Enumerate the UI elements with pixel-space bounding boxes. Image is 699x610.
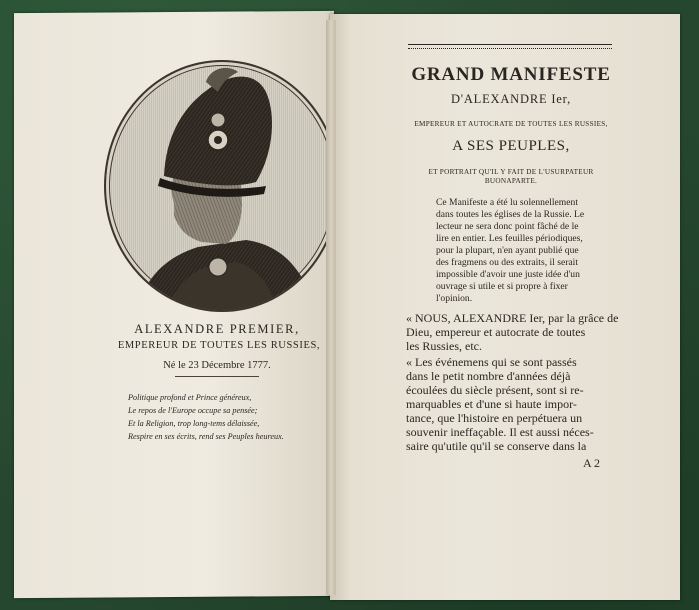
portrait-title: EMPEREUR DE TOUTES LES RUSSIES, — [117, 340, 321, 351]
body-line: les Russies, etc. — [406, 339, 482, 353]
note-line: l'opinion. — [436, 293, 473, 304]
body-line: souvenir ineffaçable. Il est aussi néces- — [406, 425, 594, 439]
manifesto-subtitle-audience: A SES PEUPLES, — [452, 138, 570, 154]
body-line: « NOUS, ALEXANDRE Ier, par la grâce de — [406, 311, 619, 325]
note-line: lire en entier. Les feuilles périodiques, — [436, 233, 583, 244]
portrait-engraving — [106, 62, 338, 310]
verse-line: Et la Religion, trop long-tems délaissée, — [128, 419, 260, 428]
manifesto-subtitle-author: D'ALEXANDRE Ier, — [450, 92, 572, 106]
note-line: impossible d'avoir une juste idée d'un — [436, 269, 580, 280]
note-line: dans toutes les églises de la Russie. Le — [436, 209, 585, 220]
body-line: tance, que l'histoire en perpétuera un — [406, 411, 583, 425]
note-line: pour la plupart, n'en ayant publié que — [436, 245, 579, 256]
body-line: dans le petit nombre d'années déjà — [406, 369, 571, 383]
verse-line: Respire en ses écrits, rend ses Peuples heureux. — [128, 432, 284, 441]
manifesto-subtitle-portrait: ET PORTRAIT QU'IL Y FAIT DE L'USURPATEUR — [428, 168, 594, 176]
manifesto-subtitle-portrait: BUONAPARTE. — [484, 177, 538, 185]
note-line: Ce Manifeste a été lu solennellement — [436, 197, 578, 208]
manifesto-title: GRAND MANIFESTE — [411, 64, 611, 85]
caption-rule — [175, 376, 259, 377]
body-line: écoulées du siècle présent, sont si re- — [406, 383, 584, 397]
verse-line: Le repos de l'Europe occupe sa pensée; — [128, 406, 258, 415]
body-line: Dieu, empereur et autocrate de toutes — [406, 325, 586, 339]
body-line: « Les événemens qui se sont passés — [406, 355, 577, 369]
book-gutter — [326, 20, 336, 595]
signature-mark: A 2 — [583, 456, 601, 470]
note-line: des fragmens ou des extraits, il serait — [436, 257, 578, 268]
body-line: saire qu'utile qu'il se conserve dans la — [406, 439, 587, 453]
portrait-medallion — [104, 60, 340, 312]
header-ornament-rule — [408, 44, 612, 49]
manifesto-subtitle-rank: EMPEREUR ET AUTOCRATE DE TOUTES LES RUSSIES, — [414, 120, 608, 128]
note-line: lecteur ne sera donc point fâché de le — [436, 221, 579, 232]
note-line: ouvrage si utile et si propre à fixer — [436, 281, 568, 292]
body-line: marquables et d'une si haute impor- — [406, 397, 577, 411]
portrait-birth-date: Né le 23 Décembre 1777. — [163, 360, 271, 371]
portrait-name: ALEXANDRE PREMIER, — [134, 322, 300, 336]
verse-line: Politique profond et Prince généreux, — [128, 393, 252, 402]
